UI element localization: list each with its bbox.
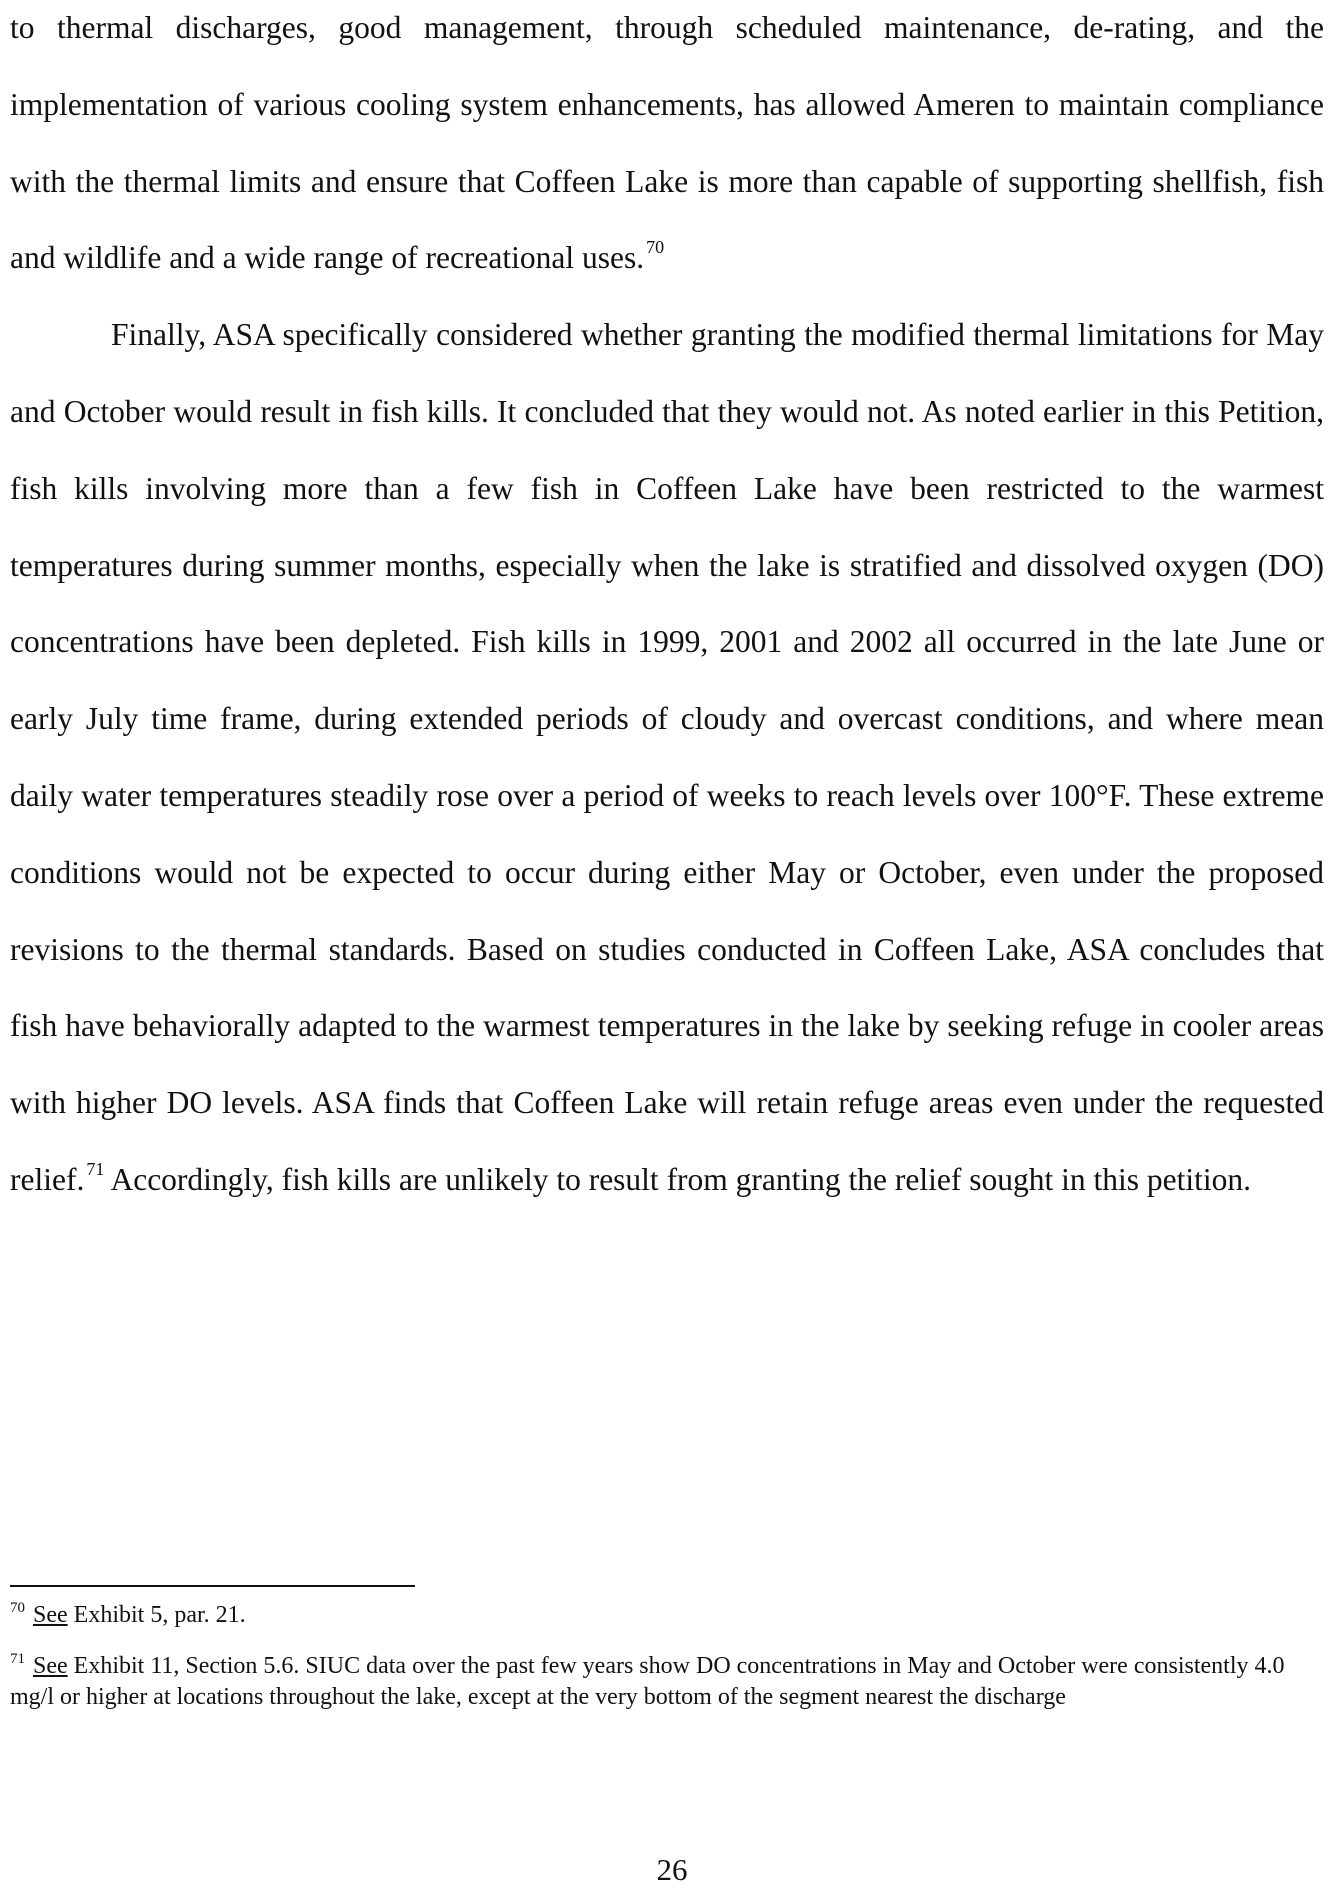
footnote-text: Exhibit 11, Section 5.6. SIUC data over the past few years show DO concentrations in May and October were consistently 4.0 mg/l or higher at locations throughout the lake, except at the very bottom of the segment nearest the discharge (10, 1653, 1285, 1710)
footnote-71 (10, 1651, 1310, 1713)
page-number: 26 (656, 1852, 688, 1887)
footnote-number: 70 (10, 1600, 25, 1616)
body-text (10, 0, 1324, 1219)
paragraph-1 (10, 0, 1324, 297)
paragraph-2 (10, 297, 1324, 1219)
paragraph-2-text-continued: Accordingly, fish kills are unlikely to result from granting the relief sought in this petition. (110, 1161, 1251, 1197)
footnote-separator (10, 1585, 415, 1587)
footnote-ref-70[interactable]: 70 (646, 237, 665, 258)
footnotes (10, 1600, 1310, 1733)
footnote-number: 71 (10, 1651, 25, 1667)
paragraph-1-text: to thermal discharges, good management, through scheduled maintenance, de-rating, and the implementation of various cooling system enhancements, has allowed Ameren to maintain compliance with the thermal limits and ensure that Coffeen Lake is more than capable of supporting shellfish, fish and wildlife and a wide range of recreational uses. (10, 10, 1324, 276)
see-citation-signal: See (33, 1653, 68, 1679)
see-citation-signal: See (33, 1602, 68, 1628)
paragraph-2-text: Finally, ASA specifically considered whether granting the modified thermal limitations for May and October would result in fish kills. It concluded that they would not. As noted earlier in this Petition, fish kills involving more than a few fish in Coffeen Lake have been restricted to the warmest temperatures during summer months, especially when the lake is stratified and dissolved oxygen (DO) concentrations have been depleted. Fish kills in 1999, 2001 and 2002 all occurred in the late June or early July time frame, during extended periods of cloudy and overcast conditions, and where mean daily water temperatures steadily rose over a period of weeks to reach levels over 100°F. These extreme conditions would not be expected to occur during either May or October, even under the proposed revisions to the thermal standards. Based on studies conducted in Coffeen Lake, ASA concludes that fish have behaviorally adapted to the warmest temperatures in the lake by seeking refuge in cooler areas with higher DO levels. ASA finds that Coffeen Lake will retain refuge areas even under the requested relief. (10, 317, 1324, 1197)
footnote-70 (10, 1600, 1310, 1631)
footnote-text: Exhibit 5, par. 21. (67, 1602, 246, 1628)
footnote-ref-71[interactable]: 71 (86, 1158, 105, 1179)
